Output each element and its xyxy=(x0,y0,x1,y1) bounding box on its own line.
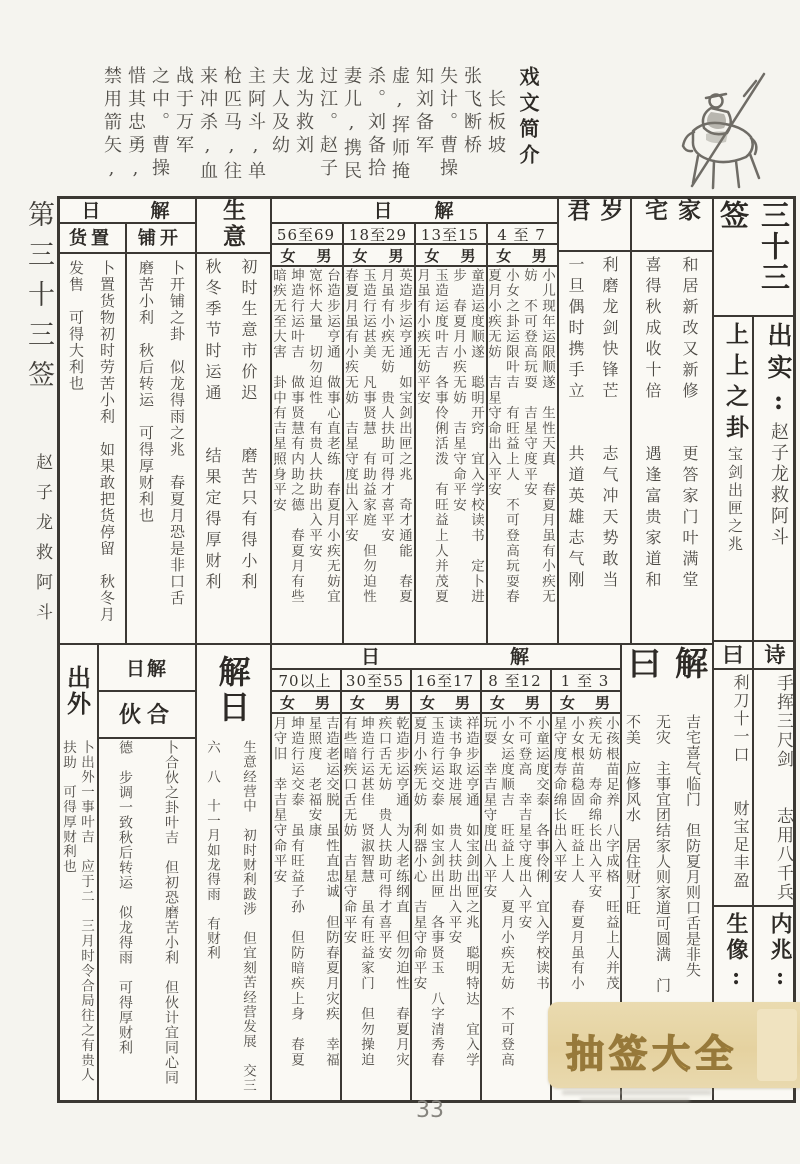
age-label: 1 至 3 xyxy=(560,672,610,690)
story-column: 龙为救刘 xyxy=(293,66,314,158)
explanation-right-text: 吉宅喜气临门 但防夏月则口舌是非失 无灾 主事宜团结家人则家道可圆满 门 不美 应修风水 居住财丁旺 xyxy=(624,714,702,993)
gender-header: 女 男 xyxy=(489,694,540,712)
story-column: 杀。刘备拾 xyxy=(365,66,386,181)
watermark-text: 抽签大全 xyxy=(566,1032,739,1076)
rijie-bottom-header: 日 解 xyxy=(360,646,530,668)
going-out-header: 出外 xyxy=(62,665,92,717)
fortune-block-56-69: 台造步运亨通 做事心直老练 春夏月小疾无妨宜 宽怀大量 切勿迫性 有贵人扶助出入平安 坤造行运叶吉 做事贤慧有内助之德 春夏月有些 暗疾无至大害 卦中有吉星照身平安 xyxy=(270,268,340,605)
going-out-text: 卜出外一事叶吉 应于二 三月时令合局往之有贵人 扶助 可得厚财利也 xyxy=(60,740,94,1083)
story-column: 夫人及幼 xyxy=(269,66,290,158)
gender-header: 女 男 xyxy=(424,247,476,265)
rijie-top-header: 日 解 xyxy=(373,199,454,222)
neizhao-header: 内兆: xyxy=(767,912,793,994)
explanation-left-text: 生意经营中 初时财利跋涉 但宜刻苦经营发展 交三 六 八 十一月如龙得雨 有财利 xyxy=(204,740,256,1093)
fortune-block-16-17: 祥造步运亨通 如宝剑出匣之兆 聪明特达 宜入学 读书争取进展 贵人扶助出入平安 玉造行运交泰 如宝剑出匣 各事贤玉 八字清秀春 夏月小疾无妨 利器小心 吉星守命平安 xyxy=(410,716,479,1068)
watermark-side-panel xyxy=(757,1009,797,1081)
faded-print-artifact xyxy=(562,1090,712,1095)
age-label: 30至55 xyxy=(345,672,405,690)
year-god-header: 岁君 xyxy=(563,198,624,224)
origin-value: 赵子龙救阿斗 xyxy=(768,422,789,548)
gender-header: 女 男 xyxy=(349,694,400,712)
sign-title: 赵子龙救阿斗 xyxy=(32,453,52,633)
partnership-header: 伙合 xyxy=(118,702,175,728)
story-column: 过江。赵子 xyxy=(317,66,338,181)
gender-header: 女 男 xyxy=(352,247,404,265)
story-column: 禁用箭矢, xyxy=(101,66,122,184)
age-label: 18至29 xyxy=(348,226,408,244)
story-column: 来冲杀,血 xyxy=(197,66,218,184)
year-god-text: 利磨龙剑快锋芒 志气冲天势敢当 一旦偶时携手立 共道英雄志气刚 xyxy=(566,256,619,592)
fortune-block-18-29: 英造步运亨通 如宝剑出匣之兆 奇才通能 春夏 月虽有小疾无妨 贵人扶助可得才喜平安 玉造行运甚美 凡事贤慧 有助益家庭 但勿迫性 春夏月虽有小疾无妨 吉星守度出入平安 xyxy=(342,268,412,605)
horse-rider-illustration xyxy=(676,68,778,202)
watermark-banner xyxy=(548,1002,800,1088)
story-column: 主阿斗,单 xyxy=(245,66,266,184)
age-label: 56至69 xyxy=(276,226,336,244)
gender-header: 女 男 xyxy=(419,694,470,712)
fortune-block-13-15: 童造运度顺遂 聪明开窍 宜入学校读书 定卜进 步 春夏月小疾无妨 吉星守命平安 玉造运度叶吉 各事伶俐活泼 有旺益上人并茂夏 月虽有小疾无妨平安 xyxy=(414,268,484,605)
verdict-column xyxy=(714,322,752,638)
right-panel-title: 三十三签 xyxy=(716,200,791,293)
age-label: 13至15 xyxy=(420,226,480,244)
fortune-block-4-7: 小儿现年运限顺遂 生性天真 春夏月虽有小疾无 妨 不可登高玩耍 吉星守度平安 小女之卦运限叶吉 有旺益上人 不可登高玩耍春 夏月小疾无妨 吉星守命出入平安 xyxy=(485,268,555,605)
omen-label: 宝剑出匣之兆 xyxy=(726,446,744,554)
poem-column: 手挥三尺剑 志用八千兵 xyxy=(773,674,793,902)
story-column: 妻儿,携民 xyxy=(341,66,362,184)
grid-line xyxy=(557,250,714,252)
grid-line xyxy=(97,737,197,739)
fortune-block-1-3: 小孩根苗足养 八字成格 旺益上人并茂 疾无妨 寿命绵长出入平安 小女根苗稳固 旺益上人 春夏月虽有小 星守度寿命绵长出入平安 xyxy=(550,716,619,992)
gender-header: 女 男 xyxy=(496,247,547,265)
fortune-block-30-55: 乾造步运亨通 为人老练纲直 但勿迫性 春夏月灾 疾口舌无妨 贵人扶助可得才喜平安 坤造行运甚佳 贤淑智慧 虽有旺益家门 但勿操迫 有些暗疾口舌无妨 吉星守命平安 xyxy=(340,716,409,1068)
kaipu-header-left: 日 xyxy=(81,199,101,222)
story-column: 战于万军 xyxy=(173,66,194,158)
story-column: 长板坡 xyxy=(485,66,506,158)
story-column: 枪匹马,往 xyxy=(221,66,242,184)
business-text: 初时生意市价迟 磨苦只有得小利 秋冬季节时运通 结果定得厚财利 xyxy=(203,258,258,594)
verdict-label: 上上之卦 xyxy=(722,322,749,446)
origin-column xyxy=(754,322,796,638)
explanation-left-header: 解日 xyxy=(213,655,252,725)
kaipu-header-right: 解 xyxy=(150,199,170,222)
explanation-right-header: 解曰 xyxy=(623,646,709,681)
age-label: 16至17 xyxy=(415,672,475,690)
gender-header: 女 男 xyxy=(279,694,330,712)
gender-header: 女 男 xyxy=(280,247,332,265)
sign-number: 第三十三签 xyxy=(23,200,54,400)
household-text: 和居新改又新修 更答家门叶满堂 喜得秋成收十倍 遇逢富贵家道和 xyxy=(643,256,699,592)
story-column: 之中。曹操 xyxy=(149,66,170,181)
age-label: 70以上 xyxy=(278,672,332,690)
age-label: 4 至 7 xyxy=(497,226,546,244)
fortune-block-70plus: 吉造老运交脱 虽性直忠诚 但防春夏月灾疾 幸福 星照度 老福安康 坤造行运交泰 虽有旺益子孙 但防暗疾上身 春夏 月守旧 幸吉星守命平安 xyxy=(270,716,339,1068)
grid-line xyxy=(712,315,796,317)
partnership-text: 卜合伙之卦叶吉 但初恐磨苦小利 但伙计宜同心同 德 步调一致秋后转运 似龙得雨 可得厚财利 xyxy=(117,740,179,1085)
age-label: 8 至12 xyxy=(488,672,542,690)
poem-header-left: 曰 xyxy=(722,642,744,667)
story-column: 惜其忠勇, xyxy=(125,66,146,184)
story-title: 戏文简介 xyxy=(516,66,540,170)
story-column: 失计。曹操 xyxy=(437,66,458,181)
story-column: 虚,挥师掩 xyxy=(389,66,410,184)
grid-line xyxy=(57,252,197,254)
faded-print-artifact xyxy=(580,1098,690,1102)
grid-line xyxy=(195,252,272,254)
subheader-open-shop: 铺开 xyxy=(138,228,182,249)
open-shop-text: 卜开铺之卦 似龙得雨之兆 春夏月恐是非口舌 磨苦小利 秋后转运 可得厚财利也 xyxy=(137,260,186,607)
subheader-stock-goods: 货置 xyxy=(69,228,113,249)
poem-header-right: 诗 xyxy=(764,642,786,667)
grid-line xyxy=(125,222,127,643)
story-intro xyxy=(101,66,540,198)
shengxiang-header: 生像: xyxy=(723,912,749,994)
business-header: 生意 xyxy=(219,198,246,250)
partnership-header-top: 日解 xyxy=(125,657,168,680)
page-number: 33 xyxy=(416,1098,444,1123)
story-column: 张飞断桥 xyxy=(461,66,482,158)
stock-goods-text: 卜置货物初时劳苦小利 如果敢把货停留 秋冬月 发售 可得大利也 xyxy=(67,260,116,623)
origin-label: 出实: xyxy=(764,322,793,422)
story-column: 知刘备军 xyxy=(413,66,434,158)
fortune-block-8-12: 小童运度交泰 各事伶俐 宜入学校读书 不可登高 幸吉星守度出入平安 小女运度顺吉 旺益上人 夏月小疾无妨 不可登高 玩耍 幸吉星守度出入平安 xyxy=(480,716,549,1068)
poem-column: 利刀十一口 财宝足丰盈 xyxy=(731,674,750,890)
gender-header: 女 男 xyxy=(559,694,610,712)
household-header: 家宅 xyxy=(641,198,701,224)
grid-line xyxy=(630,196,632,643)
grid-line xyxy=(712,905,796,907)
